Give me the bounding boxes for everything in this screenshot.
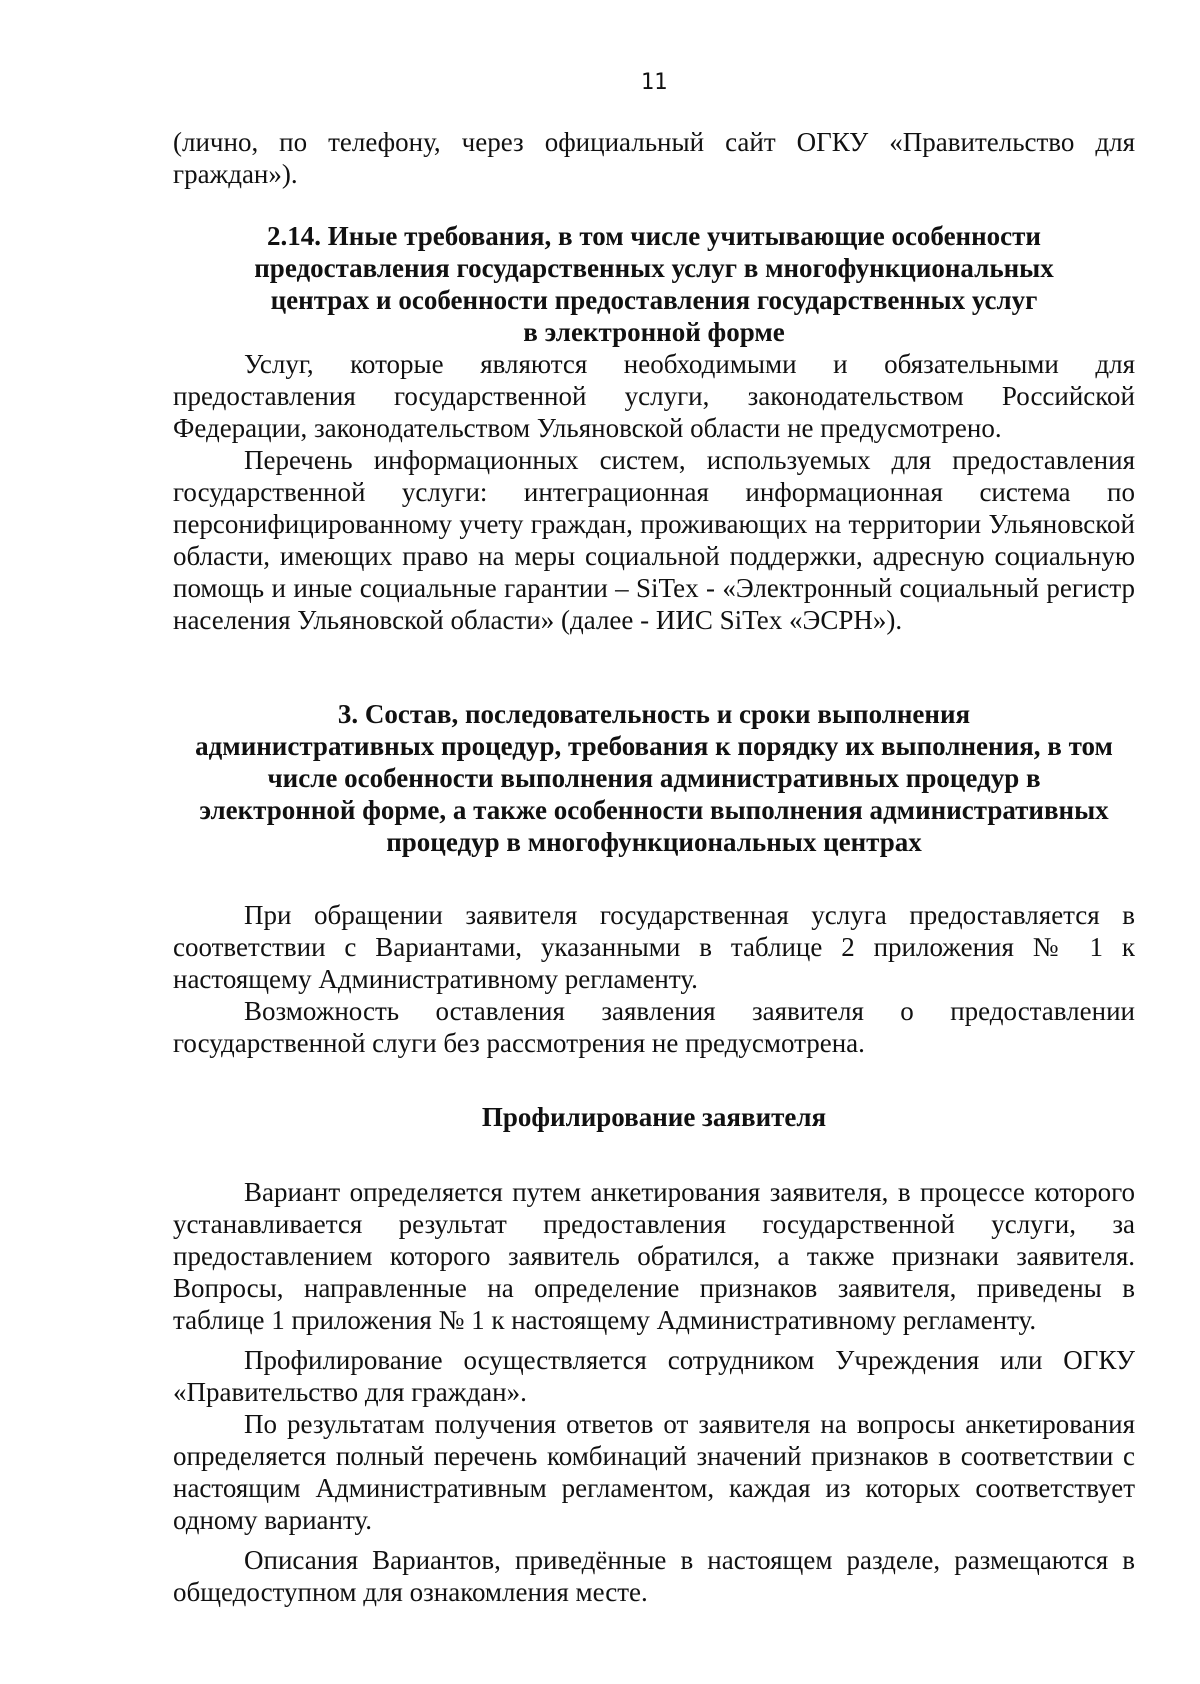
heading-line: предоставления государственных услуг в многофункциональных [254, 253, 1054, 283]
heading-line: 2.14. Иные требования, в том числе учитывающие особенности [267, 221, 1041, 251]
heading-line: процедур в многофункциональных центрах [386, 827, 922, 857]
paragraph-public-place: Описания Вариантов, приведённые в настоящем разделе, размещаются в общедоступном для ознакомления месте. [173, 1545, 1135, 1607]
section-profile-heading: Профилирование заявителя [481, 1102, 827, 1132]
heading-line: административных процедур, требования к порядку их выполнения, в том [195, 731, 1113, 761]
paragraph-questionnaire: Вариант определяется путем анкетирования заявителя, в процессе которого устанавливается результат предоставления государственной услуги, за предоставлением которого заявитель обратился, а также признаки заявителя. Вопросы, направленные на определение признаков заявителя, приведены в таблице 1 приложения № 1 к настоящему Административному регламенту. [173, 1177, 1135, 1335]
section-2-14-heading [173, 220, 1135, 348]
intro-paragraph: (лично, по телефону, через официальный сайт ОГКУ «Правительство для граждан»). [173, 127, 1135, 189]
paragraph-info-systems: Перечень информационных систем, используемых для предоставления государственной услуги: интеграционная информационная система по персонифицированному учету граждан, проживающих на территории Ульяновской области, имеющих право на меры социальной поддержки, адресную социальную помощь и иные социальные гарантии – SiTex - «Электронный социальный регистр населения Ульяновской области» (далее - ИИС SiTex «ЭСРН»). [173, 445, 1135, 635]
heading-line: электронной форме, а также особенности выполнения административных [199, 795, 1109, 825]
paragraph-services: Услуг, которые являются необходимыми и обязательными для предоставления государственной услуги, законодательством Российской Федерации, законодательством Ульяновской области не предусмотрено. [173, 349, 1135, 443]
paragraph-variants: При обращении заявителя государственная услуга предоставляется в соответствии с Вариантами, указанными в таблице 2 приложения № 1 к настоящему Административному регламенту. [173, 900, 1135, 994]
paragraph-combinations: По результатам получения ответов от заявителя на вопросы анкетирования определяется полный перечень комбинаций значений признаков в соответствии с настоящим Административным регламентом, каждая из которых соответствует одному варианту. [173, 1409, 1135, 1535]
page-number: 11 [640, 70, 668, 95]
heading-line: в электронной форме [523, 317, 785, 347]
heading-line: центрах и особенности предоставления государственных услуг [270, 285, 1038, 315]
paragraph-profiling-staff: Профилирование осуществляется сотрудником Учреждения или ОГКУ «Правительство для граждан». [173, 1345, 1135, 1407]
paragraph-no-dismissal: Возможность оставления заявления заявителя о предоставлении государственной слуги без рассмотрения не предусмотрена. [173, 996, 1135, 1058]
heading-line: 3. Состав, последовательность и сроки выполнения [337, 699, 971, 729]
document-page [173, 68, 1135, 1608]
section-3-heading [173, 698, 1135, 858]
heading-line: числе особенности выполнения административных процедур в [267, 763, 1041, 793]
